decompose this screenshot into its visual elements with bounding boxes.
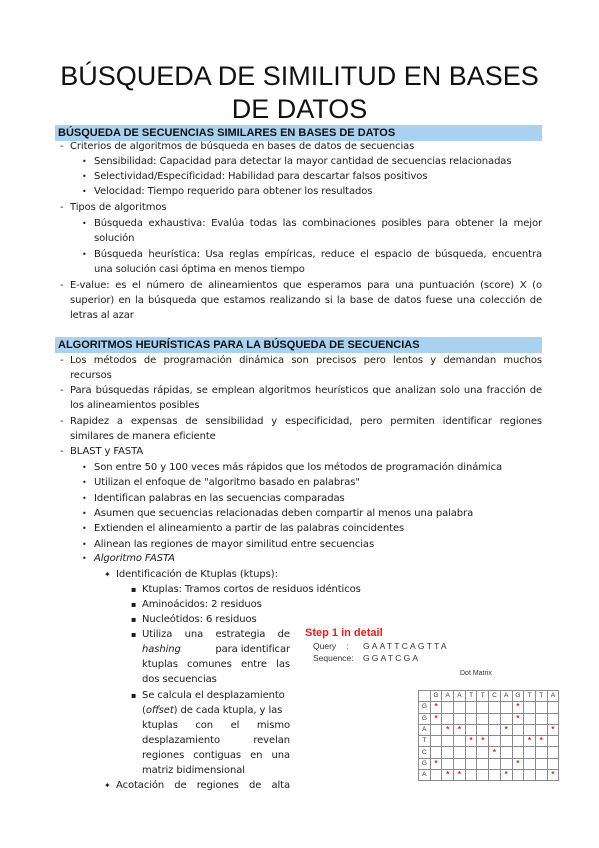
dot-matrix-cell [465,724,477,735]
offset-text-6: matriz bidimensional [142,765,245,776]
dot-matrix-cell [465,747,477,758]
bullet-dash-icon [60,383,64,398]
dot-matrix-cell [535,724,547,735]
sequence-row [313,653,420,663]
bullet-dot-icon [82,154,87,169]
bullet-dot-icon [82,475,87,490]
bullet-square-icon [131,582,136,597]
criteria-text: Criterios de algoritmos de búsqueda en bases de datos de secuencias [70,141,415,152]
dot-matrix-cell [477,770,489,781]
dot-matrix-cell [430,747,442,758]
dot-matrix-cell [547,736,559,747]
bullet-dash-icon [60,444,64,459]
dot-matrix-cell [465,702,477,713]
bullet-dash-icon [60,200,64,215]
bullet-dot-icon [82,521,87,536]
hashing-text-1: Utiliza una estrategia de [142,629,290,640]
dot-matrix-cell [465,713,477,724]
dot-matrix-hit: * [477,736,489,747]
offset-text-5: regiones contiguas en una [142,750,290,761]
bullet-dot-icon [82,460,87,475]
identify-words-text: Identifican palabras en las secuencias comparadas [94,493,345,504]
dot-matrix-hit: * [535,736,547,747]
speed-factor-text: Son entre 50 y 100 veces más rápidos que los métodos de programación dinámica [94,462,502,473]
dot-matrix-cell [512,736,524,747]
fast-search-text-1: Para búsquedas rápidas, se emplean algoritmos heurísticos que analizan solo una fracción de [70,385,542,396]
bullet-star-icon [104,778,111,793]
dot-matrix-cell [512,770,524,781]
dot-matrix-row-header: G [419,713,431,724]
dot-matrix-hit: * [547,724,559,735]
bullet-dash-icon [60,414,64,429]
evalue-text-3: letras al azar [70,310,134,321]
dot-matrix-col-header: A [454,691,466,702]
dot-matrix-row-header: G [419,702,431,713]
dot-matrix-hit: * [442,724,454,735]
dot-matrix-cell [489,758,501,769]
bullet-dash-icon [60,139,64,154]
dot-matrix-cell [477,758,489,769]
dot-matrix-cell [430,724,442,735]
dot-matrix-cell [442,736,454,747]
dot-matrix [418,690,559,781]
hashing-text-3: ktuplas comunes entre las [142,659,290,670]
dot-matrix-row-header: A [419,724,431,735]
dot-matrix-cell [547,758,559,769]
dot-matrix-hit: * [430,758,442,769]
offset-text-2 [142,703,282,718]
dot-matrix-hit: * [454,724,466,735]
fast-search-text-2: los alineamientos posibles [70,400,200,411]
dot-matrix-cell [547,713,559,724]
dot-matrix-cell [489,724,501,735]
dot-matrix-cell [477,702,489,713]
dot-matrix-hit: * [512,758,524,769]
dot-matrix-hit: * [524,736,536,747]
methods-text-1: Los métodos de programación dinámica son precisos pero lentos y demandan muchos [70,355,542,366]
dot-matrix-cell [477,713,489,724]
title-line-1: BÚSQUEDA DE SIMILITUD EN BASES [60,61,539,91]
dot-matrix-cell [512,747,524,758]
evalue-text-2: superior) en la búsqueda que estamos realizando si la base de datos fuese una colección de [70,295,542,306]
dot-matrix-row-header: A [419,770,431,781]
aminoacids-text: Aminoácidos: 2 residuos [142,599,262,610]
fasta-heading: Algoritmo FASTA [94,553,175,564]
dot-matrix-hit: * [489,747,501,758]
methods-text-2: recursos [70,370,112,381]
dot-matrix-cell [524,758,536,769]
offset-open-paren: ( [142,705,146,716]
dot-matrix-cell [454,758,466,769]
dot-matrix-cell [524,702,536,713]
dot-matrix-cell [454,736,466,747]
dot-matrix-cell [489,713,501,724]
exhaustive-text-1: Búsqueda exhaustiva: Evalúa todas las combinaciones posibles para obtener la mejor [94,218,542,229]
bullet-dot-icon [82,247,87,262]
bounding-regions-text: Acotación de regiones de alta [116,780,290,791]
dot-matrix-col-header: T [535,691,547,702]
dot-matrix-corner [419,691,431,702]
selectivity-text: Selectividad/Especificidad: Habilidad para descartar falsos positivos [94,171,428,182]
dot-matrix-hit: * [430,713,442,724]
dot-matrix-col-header: C [489,691,501,702]
dot-matrix-cell [489,770,501,781]
bullet-star-icon [104,567,111,582]
bullet-square-icon [131,597,136,612]
query-label: Query : [313,641,349,651]
dot-matrix-cell [547,747,559,758]
dot-matrix-cell [477,724,489,735]
query-row [313,641,449,651]
dot-matrix-cell [512,724,524,735]
extend-alignment-text: Extienden el alineamiento a partir de las palabras coincidentes [94,523,405,534]
dot-matrix-cell [454,713,466,724]
offset-text-1: Se calcula el desplazamiento [142,690,285,701]
section-heading-busqueda: BÚSQUEDA DE SECUENCIAS SIMILARES EN BASES DE DATOS [55,125,542,141]
hashing-term: hashing [142,644,181,655]
dot-matrix-hit: * [500,770,512,781]
dot-matrix-cell [547,702,559,713]
hashing-text-4: dos secuencias [142,674,217,685]
dot-matrix-col-header: A [500,691,512,702]
bullet-dash-icon [60,278,64,293]
dot-matrix-col-header: A [547,691,559,702]
dot-matrix-hit: * [465,736,477,747]
offset-term: offset [145,705,174,716]
hashing-text-2 [142,642,290,657]
dot-matrix-hit: * [442,770,454,781]
blast-fasta-text: BLAST y FASTA [70,446,144,457]
dot-matrix-cell [454,747,466,758]
assume-share-text: Asumen que secuencias relacionadas deben compartir al menos una palabra [94,508,474,519]
bullet-dot-icon [82,169,87,184]
dot-matrix-cell [535,770,547,781]
dot-matrix-row-header: C [419,747,431,758]
dot-matrix-cell [430,736,442,747]
dot-matrix-cell [500,713,512,724]
bullet-dot-icon [82,506,87,521]
dot-matrix-cell [442,747,454,758]
sequence-label: Sequence: [313,653,354,663]
dot-matrix-cell [430,770,442,781]
dot-matrix-hit: * [454,770,466,781]
bullet-square-icon [131,612,136,627]
dot-matrix-hit: * [547,770,559,781]
dot-matrix-cell [489,702,501,713]
step-title: Step 1 in detail [305,627,383,639]
dot-matrix-hit: * [430,702,442,713]
dot-matrix-hit: * [512,702,524,713]
dot-matrix-cell [442,702,454,713]
dot-matrix-cell [535,702,547,713]
types-text: Tipos de algoritmos [70,202,167,213]
heuristic-text-2: una solución casi óptima en menos tiempo [94,264,305,275]
dot-matrix-cell [500,758,512,769]
dot-matrix-row-header: T [419,736,431,747]
speed-tradeoff-text-1: Rapidez a expensas de sensibilidad y especificidad, pero permiten identificar regiones [70,416,542,427]
dot-matrix-cell [477,747,489,758]
dot-matrix-col-header: T [465,691,477,702]
dot-matrix-title: Dot Matrix [460,670,492,677]
word-approach-text: Utilizan el enfoque de "algoritmo basado en palabras" [94,477,360,488]
query-sequence: GAATTCAGTTA [363,641,449,651]
exhaustive-text-2: solución [94,233,135,244]
dot-matrix-cell [524,747,536,758]
dot-matrix-cell [500,702,512,713]
dot-matrix-row-header: G [419,758,431,769]
align-regions-text: Alinean las regiones de mayor similitud entre secuencias [94,539,375,550]
dot-matrix-cell [454,702,466,713]
dot-matrix-cell [524,724,536,735]
bullet-dot-icon [82,184,87,199]
evalue-text-1: E-value: es el número de alineamientos que esperamos para una puntuación (score) X (o [70,280,542,291]
dot-matrix-col-header: G [512,691,524,702]
dot-matrix-cell [535,713,547,724]
dot-matrix-cell [442,713,454,724]
dot-matrix-cell [500,747,512,758]
bullet-dot-icon [82,216,87,231]
bullet-dot-icon [82,537,87,552]
dot-matrix-col-header: T [524,691,536,702]
speed-tradeoff-text-2: similares de manera eficiente [70,431,216,442]
dot-matrix-col-header: A [442,691,454,702]
offset-text-3: ktuplas con el mismo [142,720,290,731]
dot-matrix-hit: * [512,713,524,724]
dot-matrix-cell [535,758,547,769]
dot-matrix-cell [465,758,477,769]
ktuple-identification-text: Identificación de Ktuplas (ktups): [116,569,278,580]
dot-matrix-cell [442,758,454,769]
dot-matrix-cell [465,770,477,781]
dot-matrix-col-header: T [477,691,489,702]
dot-matrix-col-header: G [430,691,442,702]
heuristic-text-1: Búsqueda heurística: Usa reglas empíricas, reduce el espacio de búsqueda, encuentra [94,249,542,260]
bullet-dot-icon [82,491,87,506]
nucleotides-text: Nucleótidos: 6 residuos [142,614,257,625]
sensitivity-text: Sensibilidad: Capacidad para detectar la mayor cantidad de secuencias relacionadas [94,156,512,167]
title-line-2: DE DATOS [231,94,368,124]
dot-matrix-cell [535,747,547,758]
bullet-dash-icon [60,353,64,368]
bullet-dot-icon [82,551,87,566]
bullet-square-icon [131,688,136,703]
offset-text-4: desplazamiento revelan [142,735,290,746]
bullet-square-icon [131,627,136,642]
dot-matrix-cell [500,736,512,747]
offset-text-2-rest: ) de cada ktupla, y las [173,705,283,716]
section-heading-algoritmos: ALGORITMOS HEURÍSTICAS PARA LA BÚSQUEDA DE SECUENCIAS [55,337,542,353]
speed-text: Velocidad: Tiempo requerido para obtener los resultados [94,186,373,197]
dot-matrix-cell [524,770,536,781]
dot-matrix-hit: * [500,724,512,735]
dot-matrix-cell [489,736,501,747]
sequence-sequence: GGATCGA [363,653,421,663]
ktuple-definition-text: Ktuplas: Tramos cortos de residuos idénticos [142,584,361,595]
dot-matrix-cell [524,713,536,724]
hashing-text-2-rest: para identificar [215,644,290,655]
